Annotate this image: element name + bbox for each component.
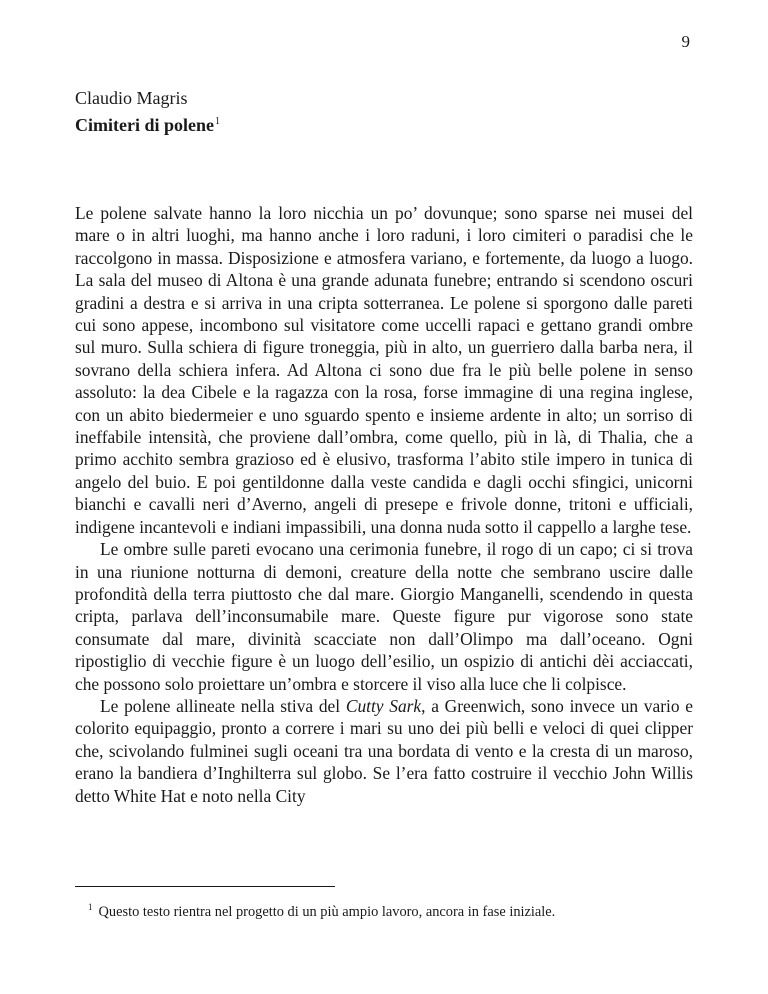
- paragraph-1: Le polene salvate hanno la loro nicchia un po’ dovunque; sono sparse nei musei del mare o in altri luoghi, ma hanno anche i loro raduni, i loro cimiteri o paradisi che le raccolgono in massa. Disposizione e atmosfera variano, e fortemente, da luogo a luogo. La sala del museo di Altona è una grande adunata funebre; entrando si scendono oscuri gradini a destra e si arriva in una cripta sotterranea. Le polene si sporgono dalle pareti cui sono appese, incombono sul visitatore come uccelli rapaci e gettano grandi ombre sul muro. Sulla schiera di figure troneggia, più in alto, un guerriero dalla barba nera, il sovrano della schiera infera. Ad Altona ci sono due fra le più belle polene in senso assoluto: la dea Cibele e la ragazza con la rosa, forse immagine di una regina inglese, con un abito biedermeier e uno sguardo spento e insieme ardente in alto; un sorriso di ineffabile intensità, che proviene dall’ombra, come quello, più in là, di Thalia, che a primo acchito sembra grazioso ed è elusivo, trasforma l’abito stile impero in tunica di angelo del buio. E poi gentildonne dalla veste candida e dagli occhi sfingici, unicorni bianchi e cavalli neri d’Averno, angeli di presepe e frivole donne, tritoni e ufficiali, indigene incantevoli e indiani impassibili, una donna nuda sotto il cappello a larghe tese.: [75, 203, 693, 537]
- essay-title-text: Cimiteri di polene: [75, 115, 214, 135]
- page-number: 9: [681, 32, 690, 51]
- author-name: Claudio Magris: [75, 88, 188, 108]
- footnote-divider: [75, 886, 335, 887]
- paragraph-3-intro: Le polene allineate nella stiva del: [100, 695, 346, 716]
- paragraph-3-rest: , a Greenwich, sono invece un vario e colorito equipaggio, pronto a correre i mari su uno dei più belli e veloci di quei clipper che, scivolando fulminei sugli oceani tra una bordata di vento e la cresta di un maroso, erano la bandiera d’Inghilterra sul globo. Se l’era fatto costruire il vecchio John Willis detto White Hat e noto nella City: [75, 695, 693, 806]
- ship-name: Cutty Sark: [345, 695, 422, 716]
- footnote-text: Questo testo rientra nel progetto di un più ampio lavoro, ancora in fase iniziale.: [98, 904, 556, 920]
- essay-title: [75, 110, 220, 137]
- paragraph-2: Le ombre sulle pareti evocano una cerimonia funebre, il rogo di un capo; ci si trova in una riunione notturna di demoni, creature della notte che sembrano uscire dalle profondità della terra piuttosto che dal mare. Giorgio Manganelli, scendendo in questa cripta, parlava dell’inconsumabile mare. Queste figure pur vigorose sono state consumate dal mare, divinità scacciate non dall’Olimpo ma dall’oceano. Ogni ripostiglio di vecchie figure è un luogo dell’esilio, un ospizio di antichi dèi acciaccati, che possono solo proiettare un’ombra e storcere il viso alla luce che li colpisce.: [75, 539, 693, 694]
- footnote: [88, 898, 556, 921]
- body-text: [75, 202, 693, 807]
- footnote-reference: 1: [214, 116, 220, 127]
- paragraph-3: [75, 695, 693, 807]
- footnote-marker: 1: [88, 902, 93, 912]
